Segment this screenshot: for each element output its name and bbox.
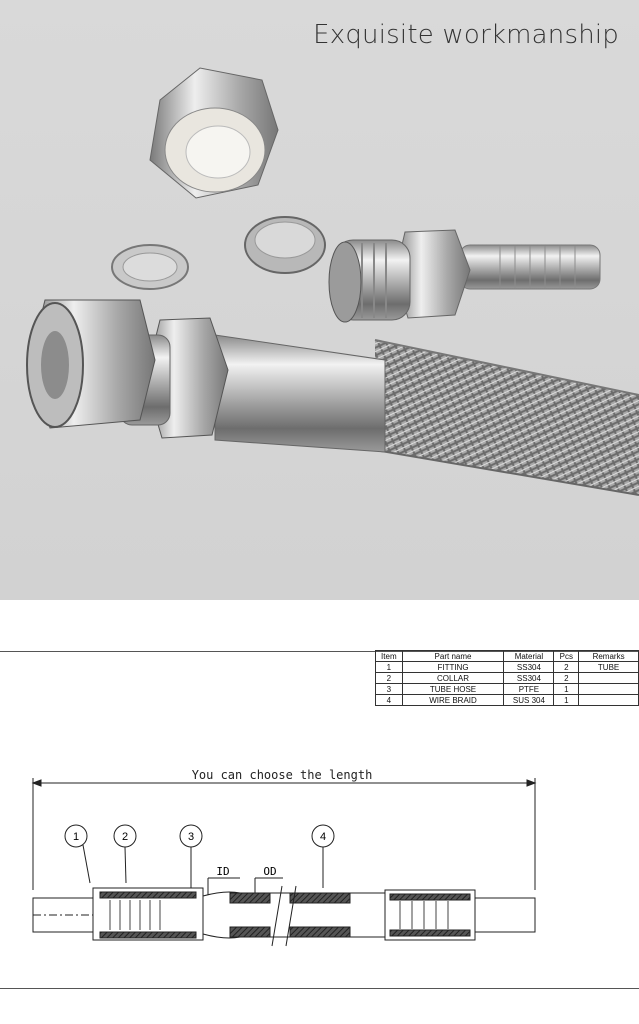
- headline-title: Exquisite workmanship: [313, 20, 619, 50]
- cell: 2: [376, 673, 403, 684]
- callout-1: 1: [72, 831, 80, 843]
- ferrule-ring-image: [245, 217, 325, 273]
- cell: 2: [554, 662, 579, 673]
- length-label: You can choose the length: [191, 768, 373, 782]
- cell: 1: [554, 684, 579, 695]
- hose-cross-section-drawing: [0, 750, 639, 950]
- header-remarks: Remarks: [579, 651, 639, 662]
- cell: 2: [554, 673, 579, 684]
- header-item: Item: [376, 651, 403, 662]
- cell: WIRE BRAID: [402, 695, 504, 706]
- hose-body-section: [33, 886, 535, 946]
- cell: [579, 673, 639, 684]
- id-label: ID: [216, 865, 230, 878]
- table-row: [376, 673, 639, 684]
- table-row: [376, 684, 639, 695]
- cell: 3: [376, 684, 403, 695]
- cell: SS304: [504, 662, 554, 673]
- cell: 1: [554, 695, 579, 706]
- table-row: [376, 695, 639, 706]
- header-pcs: Pcs: [554, 651, 579, 662]
- table-row: [376, 662, 639, 673]
- cell: TUBE: [579, 662, 639, 673]
- cell: [579, 695, 639, 706]
- callout-3: 3: [187, 831, 195, 843]
- collar-ring-image: [112, 245, 188, 289]
- callout-4: 4: [319, 831, 327, 843]
- cell: TUBE HOSE: [402, 684, 504, 695]
- cell: COLLAR: [402, 673, 504, 684]
- cell: SUS 304: [504, 695, 554, 706]
- header-part-name: Part name: [402, 651, 504, 662]
- length-dimension: [33, 778, 535, 890]
- bill-of-materials-table: [375, 650, 639, 706]
- bottom-divider: [0, 988, 639, 989]
- od-label: OD: [263, 865, 277, 878]
- cell: [579, 684, 639, 695]
- cell: 4: [376, 695, 403, 706]
- cell: FITTING: [402, 662, 504, 673]
- cell: SS304: [504, 673, 554, 684]
- callout-2: 2: [121, 831, 129, 843]
- cell: PTFE: [504, 684, 554, 695]
- table-header-row: [376, 651, 639, 662]
- header-material: Material: [504, 651, 554, 662]
- cell: 1: [376, 662, 403, 673]
